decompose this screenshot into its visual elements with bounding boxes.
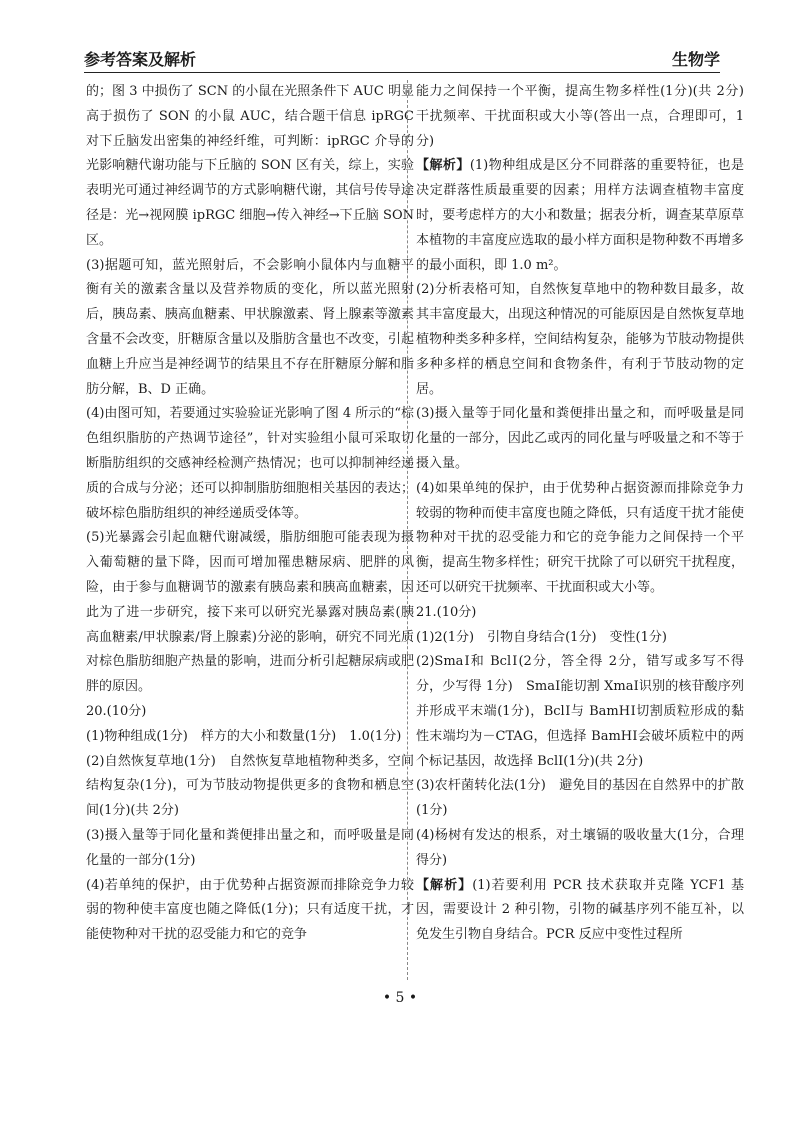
paragraph-text: (1)物种组成是区分不同群落的重要特征，也是决定群落性质最重要的因素；用样方法调查植物丰富度时，要考虑样方的大小和数量；据表分析，调查某草原草本植物的丰富度应选取的最小样方面积是物种数不再增多的最小面积，即 1.0 m²。 <box>416 158 744 273</box>
column-divider <box>407 80 408 980</box>
header-rule <box>84 72 720 73</box>
analysis-tag: 【解析】 <box>416 158 470 174</box>
paragraph: (3)农杆菌转化法(1分) 避免目的基因在自然界中的扩散(1分) <box>416 778 744 819</box>
left-column <box>86 80 414 948</box>
analysis-tag: 【解析】 <box>416 877 473 893</box>
paragraph: 能力之间保持一个平衡，提高生物多样性(1分)(共 2分) 干扰频率、干扰面积或大小等(答出一点，合理即可，1分) <box>416 84 758 149</box>
page-number: • 5 • <box>382 990 418 1006</box>
paragraph: (4)由图可知，若要通过实验验证光影响了图 4 所示的“棕色组织脂肪的产热调节途径”，针对实验组小鼠可采取切断脂肪组织的交感神经检测产热情况；也可以抑制神经递质的合成与分泌；还可以抑制脂肪细胞相关基因的表达；破坏棕色脂肪组织的神经递质受体等。 <box>86 406 414 521</box>
paragraph-text: (1)若要利用 PCR 技术获取并克隆 YCF1 基因，需要设计 2 种引物，引物的碱基序列不能互补，以免发生引物自身结合。PCR 反应中变性过程所 <box>416 877 744 943</box>
page-header <box>84 40 720 70</box>
paragraph: (2)SmaⅠ和 BclⅠ(2分，答全得 2分，错写或多写不得分，少写得 1分) SmaⅠ能切割 XmaⅠ识别的核苷酸序列并形成平末端(1分)，BclⅠ与 BamHⅠ切割质粒形成的黏性末端均为－CTAG，但选择 BamHⅠ会破坏质粒中的两个标记基因，故选择 BclⅠ(1分)(共 2分) <box>416 654 744 769</box>
paragraph: (4)如果单纯的保护，由于优势种占据资源而排除竞争力较弱的物种而使丰富度也随之降低，只有适度干扰才能使物种对干扰的忍受能力和它的竞争能力之间保持一个平衡，提高生物多样性；研究干扰除了可以研究干扰程度，还可以研究干扰频率、干扰面积或大小等。 <box>416 480 744 595</box>
paragraph <box>416 154 744 278</box>
right-column <box>416 80 758 948</box>
question-heading: 21.(10分) <box>416 604 477 620</box>
paragraph: 的；图 3 中损伤了 SCN 的小鼠在光照条件下 AUC 明显高于损伤了 SON 的小鼠 AUC，结合题干信息 ipRGC 对下丘脑发出密集的神经纤维，可判断：ipRGC 介导的光影响糖代谢功能与下丘脑的 SON 区有关，综上，实验表明光可通过神经调节的方式影响糖代谢，其信号传导途径是：光→视网膜 ipRGC 细胞→传入神经→下丘脑 SON 区。 <box>86 84 414 248</box>
header-title-left: 参考答案及解析 <box>84 50 197 69</box>
paragraph: (1)2(1分) 引物自身结合(1分) 变性(1分) <box>416 629 667 645</box>
paragraph: (1)物种组成(1分) 样方的大小和数量(1分) 1.0(1分) <box>86 728 402 744</box>
question-heading: 20.(10分) <box>86 703 147 719</box>
paragraph: (4)若单纯的保护，由于优势种占据资源而排除竞争力较弱的物种使丰富度也随之降低(1分)；只有适度干扰，才能使物种对干扰的忍受能力和它的竞争 <box>86 877 414 943</box>
paragraph: (5)光暴露会引起血糖代谢减缓，脂肪细胞可能表现为摄入葡萄糖的量下降，因而可增加罹患糖尿病、肥胖的风险，由于参与血糖调节的激素有胰岛素和胰高血糖素，因此为了进一步研究，接下来可以研究光暴露对胰岛素(胰高血糖素/甲状腺素/肾上腺素)分泌的影响，研究不同光质对棕色脂肪细胞产热量的影响，进而分析引起糖尿病或肥胖的原因。 <box>86 530 414 695</box>
paragraph: (3)摄入量等于同化量和粪便排出量之和，而呼吸量是同化量的一部分(1分) <box>86 827 414 868</box>
paragraph: (4)杨树有发达的根系，对土壤镉的吸收量大(1分，合理得分) <box>416 827 744 868</box>
paragraph: (3)摄入量等于同化量和粪便排出量之和，而呼吸量是同化量的一部分，因此乙或丙的同化量与呼吸量之和不等于摄入量。 <box>416 406 744 471</box>
header-title-right: 生物学 <box>671 50 720 69</box>
paragraph: (3)据题可知，蓝光照射后，不会影响小鼠体内与血糖平衡有关的激素含量以及营养物质的变化，所以蓝光照射后，胰岛素、胰高血糖素、甲状腺激素、肾上腺素等激素含量不会改变，肝糖原含量以及脂肪含量也不改变，引起血糖上升应当是神经调节的结果且不存在肝糖原分解和脂肪分解，B、D 正确。 <box>86 257 414 397</box>
paragraph: (2)分析表格可知，自然恢复草地中的物种数目最多，故其丰富度最大，出现这种情况的可能原因是自然恢复草地植物种类多种多样，空间结构复杂，能够为节肢动物提供多种多样的栖息空间和食物条件，有利于节肢动物的定居。 <box>416 282 744 397</box>
paragraph <box>416 874 744 948</box>
paragraph: (2)自然恢复草地(1分) 自然恢复草地植物种类多，空间结构复杂(1分)，可为节肢动物提供更多的食物和栖息空间(1分)(共 2分) <box>86 753 414 819</box>
